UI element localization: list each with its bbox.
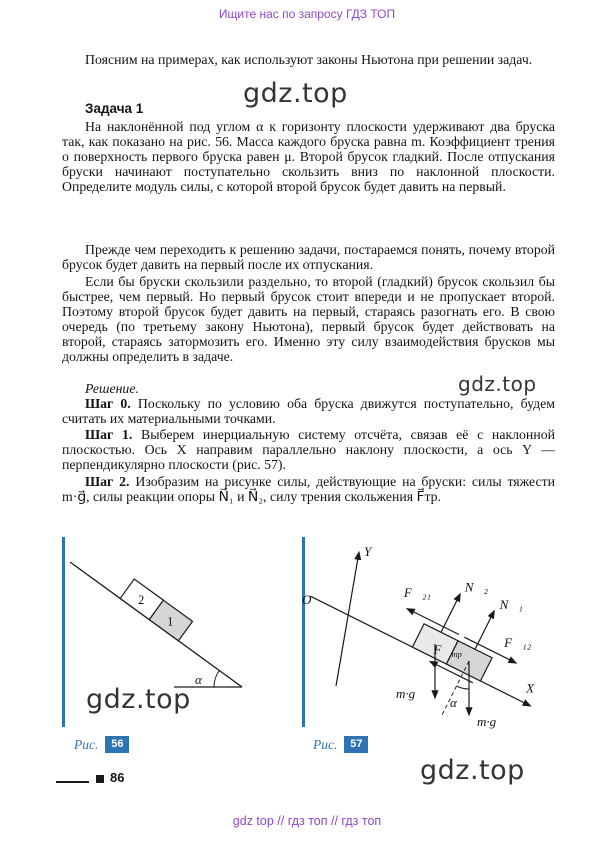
- paragraph-explanation: Если бы бруски скользили раздельно, то второй (гладкий) брусок скользил бы быстрее, чем первый. Но первый брусок стоит впереди и не пропускает второй. Поэтому второй брусок будет давить на первый, стараясь разогнать его. В свою очередь (по третьему закону Ньютона), первый брусок будет действовать на второй, стараясь затормозить его. Именно эту силу взаимодействия брусков мы должны определить в задаче.: [62, 274, 555, 365]
- figure-57: [300, 538, 594, 738]
- task-statement: На наклонённой под углом α к горизонту плоскости удерживают два бруска так, как показано на рис. 56. Масса каждого бруска равна m. Коэффициент трения о поверхность первого бруска равен μ. Второй брусок гладкий. После отпускания бруски начинают поступательно скользить вниз по наклонной плоскости. Определите модуль силы, с которой второй брусок будет давить на первый.: [62, 119, 555, 195]
- fig57-caption-text: Рис.: [313, 736, 338, 752]
- fig57-number-badge: 57: [344, 736, 368, 753]
- step-0-label: Шаг 0.: [85, 396, 131, 411]
- solution-label: Решение.: [85, 381, 139, 396]
- normal-force-2-label: N⃗₂: [464, 579, 489, 595]
- task-title: Задача 1: [85, 101, 144, 116]
- page-number: 86: [110, 770, 125, 785]
- figure-56: [62, 540, 254, 752]
- gravity-label-block-1: m·g⃗: [477, 714, 507, 729]
- origin-label: O: [302, 592, 312, 607]
- paragraph-why-push: Прежде чем переходить к решению задачи, постараемся понять, почему второй брусок будет давить на первый после их отпускания.: [62, 242, 555, 273]
- step-0-paragraph: [62, 396, 555, 426]
- promo-banner: Ищите нас по запросу ГДЗ ТОП: [218, 7, 396, 21]
- footer-links: gdz top // гдз топ // гдз топ: [232, 814, 382, 828]
- force-f21-label: F⃗₂₁: [403, 585, 431, 601]
- step-1-label: Шаг 1.: [85, 427, 133, 442]
- angle-alpha-label: α: [195, 672, 202, 687]
- watermark: gdz.top: [86, 684, 191, 715]
- gravity-label-block-2: m·g⃗: [396, 686, 426, 701]
- block-1-number: 1: [167, 614, 174, 629]
- step-1-paragraph: [62, 427, 555, 472]
- watermark: gdz.top: [243, 78, 348, 109]
- x-axis-label: X: [526, 680, 535, 696]
- page-number-rule: [56, 781, 89, 783]
- fig56-caption-text: Рис.: [74, 736, 99, 752]
- friction-label-sub: тр: [451, 649, 462, 660]
- angle-alpha-label: α: [450, 695, 457, 710]
- fig57-caption: [313, 736, 368, 753]
- page-number-square: [96, 775, 104, 783]
- normal-force-1-label: N⃗₁: [499, 596, 523, 612]
- intro-paragraph: Поясним на примерах, как используют законы Ньютона при решении задач.: [85, 52, 533, 67]
- fig56-caption: [74, 736, 129, 753]
- step-2-label: Шаг 2.: [85, 474, 130, 489]
- incline-system: [308, 512, 572, 711]
- force-f12-label: F⃗₁₂: [504, 634, 532, 650]
- block-2-number: 2: [138, 593, 145, 608]
- angle-arc: [214, 671, 219, 688]
- step-1-text: Выберем инерциальную систему отсчёта, связав её с наклонной плоскостью. Ось X направим параллельно наклону плоскости, а ось Y — перпендикулярно плоскости (рис. 57).: [62, 427, 555, 473]
- step-2-text: Изобразим на рисунке силы, действующие на бруски: силы тяжести m·g⃗, силы реакции опоры N⃗₁ и N⃗₂, силу трения скольжения F⃗тр.: [62, 474, 555, 505]
- step-0-text: Поскольку по условию оба бруска движутся поступательно, будем считать их материальными точками.: [62, 396, 555, 427]
- angle-arc: [457, 686, 470, 689]
- fig56-number-badge: 56: [105, 736, 129, 753]
- y-axis-label: Y: [364, 544, 372, 559]
- step-2-paragraph: [62, 474, 555, 504]
- watermark: gdz.top: [420, 755, 525, 786]
- friction-label-main: F⃗: [433, 642, 452, 658]
- watermark: gdz.top: [458, 372, 537, 396]
- blocks-on-incline: [120, 579, 192, 641]
